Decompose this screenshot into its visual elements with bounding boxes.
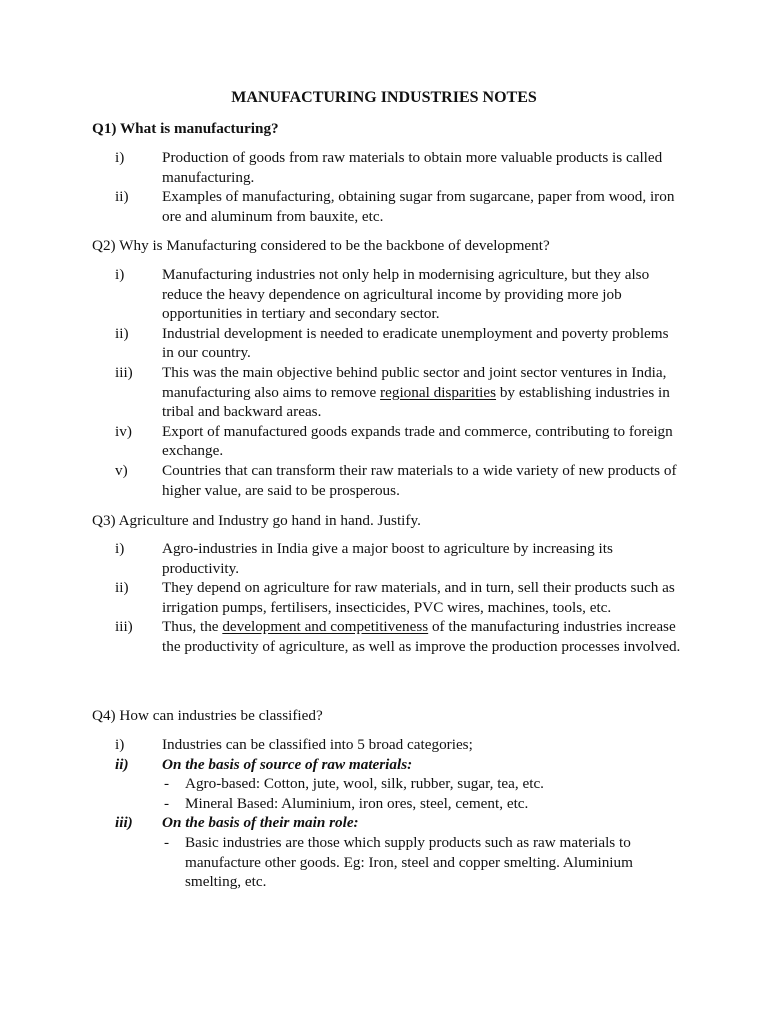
sub-item-text: Mineral Based: Aluminium, iron ores, steel, cement, etc.	[185, 794, 529, 812]
item-number: iv)	[115, 422, 132, 440]
dash-bullet: -	[164, 775, 170, 793]
sub-item	[0, 774, 675, 794]
dash-bullet: -	[164, 833, 170, 851]
item-text: Manufacturing industries not only help in modernising agriculture, but they also reduce the heavy dependence on agricultural income by providing more job opportunities in tertiary and secondary sector.	[162, 266, 650, 323]
list-item	[0, 422, 682, 461]
item-number: ii)	[115, 755, 129, 773]
question-4: Q4) How can industries be classified?	[92, 707, 323, 724]
sub-item	[0, 833, 675, 892]
item-text: Industrial development is needed to eradicate unemployment and poverty problems in our country.	[162, 324, 669, 362]
underlined-term: development and competitiveness	[222, 618, 429, 636]
list-item	[0, 187, 682, 226]
dash-bullet: -	[164, 794, 170, 812]
item-text: Production of goods from raw materials to obtain more valuable products is called manufacturing.	[162, 149, 663, 186]
category-heading: On the basis of their main role:	[162, 814, 359, 832]
item-number: i)	[115, 736, 125, 753]
list-item	[0, 324, 682, 363]
question-1: Q1) What is manufacturing?	[92, 120, 279, 137]
item-number: v)	[115, 461, 128, 479]
item-text: Industries can be classified into 5 broad categories;	[162, 736, 473, 753]
item-text-before: Thus, the	[162, 618, 223, 636]
item-text: They depend on agriculture for raw materials, and in turn, sell their products such as irrigation pumps, fertilisers, insecticides, PVC wires, machines, tools, etc.	[162, 579, 675, 616]
item-number: ii)	[115, 579, 129, 597]
item-number: ii)	[115, 188, 129, 206]
item-number: i)	[115, 266, 125, 283]
item-number: iii)	[115, 363, 133, 381]
item-number: iii)	[115, 618, 133, 636]
underlined-term: regional disparities	[380, 383, 497, 401]
item-text: Countries that can transform their raw materials to a wide variety of new products of higher value, are said to be prosperous.	[162, 461, 677, 499]
list-item	[0, 735, 682, 755]
item-text: Agro-industries in India give a major boost to agriculture by increasing its productivity.	[162, 540, 613, 577]
answer-list-q1	[0, 148, 768, 226]
list-item	[0, 461, 682, 500]
sub-item	[0, 794, 675, 814]
answer-list-q4	[0, 735, 768, 892]
list-item	[0, 539, 682, 578]
sub-item-text: Basic industries are those which supply products such as raw materials to manufacture other goods. Eg: Iron, steel and copper smelting. Aluminium smelting, etc.	[185, 833, 633, 891]
item-text-before: This was the main objective behind public sector and joint sector ventures in India, manufacturing also aims to remove	[162, 363, 667, 401]
question-3: Q3) Agriculture and Industry go hand in hand. Justify.	[92, 512, 421, 529]
page-title: MANUFACTURING INDUSTRIES NOTES	[231, 89, 537, 106]
list-item	[0, 148, 682, 187]
item-text: Examples of manufacturing, obtaining sugar from sugarcane, paper from wood, iron ore and aluminum from bauxite, etc.	[162, 188, 675, 225]
item-number: i)	[115, 540, 125, 557]
item-text: Export of manufactured goods expands trade and commerce, contributing to foreign exchange.	[162, 422, 673, 460]
list-item	[0, 617, 682, 656]
sub-item-text: Agro-based: Cotton, jute, wool, silk, rubber, sugar, tea, etc.	[185, 775, 544, 793]
list-item	[0, 813, 682, 833]
list-item	[0, 265, 682, 324]
question-2: Q2) Why is Manufacturing considered to be the backbone of development?	[92, 237, 550, 254]
list-item	[0, 755, 682, 775]
item-number: i)	[115, 149, 125, 166]
list-item	[0, 578, 682, 617]
list-item	[0, 363, 682, 422]
item-text-after: of the manufacturing industries increase the productivity of agriculture, as well as improve the production processes involved.	[162, 618, 681, 655]
item-number: ii)	[115, 324, 129, 342]
category-heading: On the basis of source of raw materials:	[162, 755, 413, 773]
item-number: iii)	[115, 814, 133, 832]
answer-list-q3	[0, 539, 768, 657]
answer-list-q2	[0, 265, 768, 500]
item-text-after: by establishing industries in tribal and backward areas.	[162, 383, 670, 421]
